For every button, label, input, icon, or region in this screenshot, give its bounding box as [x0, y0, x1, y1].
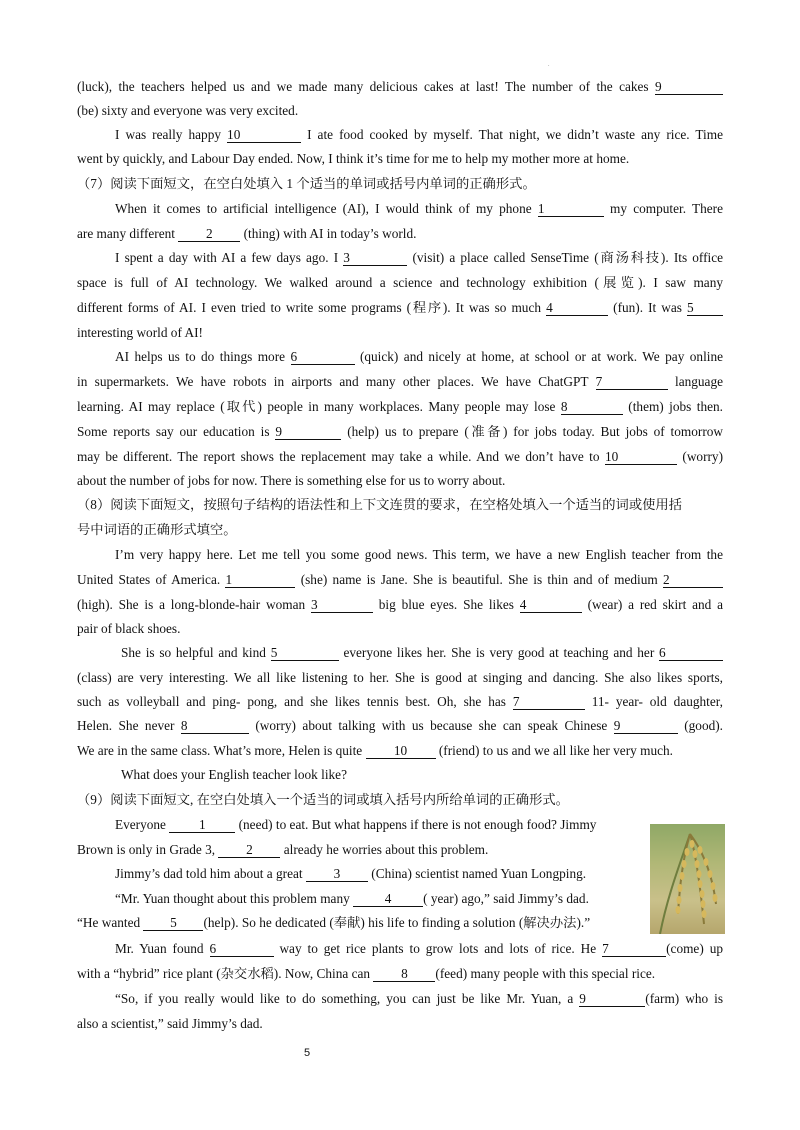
blank-s7-8[interactable]: 8 [561, 400, 623, 415]
blank-s7-7[interactable]: 7 [596, 375, 668, 390]
s6-line-3: I was really happy 10 I ate food cooked by myself. That night, we didn’t waste any rice. Time [115, 127, 723, 142]
blank-s9-3[interactable]: 3 [306, 867, 368, 882]
blank-s7-1[interactable]: 1 [538, 202, 604, 217]
blank-s9-4[interactable]: 4 [353, 892, 423, 907]
s9-line-4: “Mr. Yuan thought about this problem many 4 ( year) ago,” said Jimmy’s dad. [115, 891, 589, 906]
section-9-heading: （9）阅读下面短文, 在空白处填入一个适当的词或填入括号内所给单词的正确形式。 [77, 792, 569, 807]
blank-s7-10[interactable]: 10 [605, 450, 677, 465]
blank-s8-6[interactable]: 6 [659, 646, 723, 661]
s8-line-9: We are in the same class. What’s more, Helen is quite 10 (friend) to us and we all like her very much. [77, 743, 673, 758]
s8-line-1: I’m very happy here. Let me tell you some good news. This term, we have a new English teacher from the [115, 547, 723, 562]
blank-s7-5[interactable]: 5 [687, 301, 723, 316]
s7-line-11: may be different. The report shows the replacement may take a while. And we don’t have to 10 (worry) [77, 449, 724, 464]
blank-s9-6[interactable]: 6 [210, 942, 274, 957]
blank-s9-2[interactable]: 2 [218, 843, 280, 858]
blank-s8-5[interactable]: 5 [271, 646, 339, 661]
blank-s8-8[interactable]: 8 [181, 719, 249, 734]
s8-line-7: such as volleyball and ping- pong, and she likes tennis best. Oh, she has 7 11- year- old daughter, [77, 694, 723, 709]
s8-line-2: United States of America. 1 (she) name is Jane. She is beautiful. She is thin and of medium 2 [77, 572, 723, 588]
s6-line-2: (be) sixty and everyone was very excited. [77, 103, 299, 118]
s7-line-7: AI helps us to do things more 6 (quick) and nicely at home, at school or at work. We pay online [115, 349, 724, 364]
s9-line-6: Mr. Yuan found 6 way to get rice plants to grow lots and lots of rice. He 7 (come) up [115, 941, 723, 956]
s7-line-2: are many different 2 (thing) with AI in today’s world. [77, 226, 417, 241]
s6-line-1: (luck), the teachers helped us and we made many delicious cakes at last! The number of the cakes 9 [77, 79, 723, 95]
rice-plant-image [650, 824, 725, 934]
blank-s7-4[interactable]: 4 [546, 301, 608, 316]
section-8-heading-2: 号中词语的正确形式填空。 [77, 522, 237, 537]
s8-line-5: She is so helpful and kind 5 everyone likes her. She is very good at teaching and her 6 [121, 645, 723, 661]
s8-line-4: pair of black shoes. [77, 621, 181, 636]
s6-line-4: went by quickly, and Labour Day ended. Now, I think it’s time for me to help my mother more at home. [77, 151, 630, 166]
s8-line-3: (high). She is a long-blonde-hair woman 3 big blue eyes. She likes 4 (wear) a red skirt and a [77, 597, 724, 612]
blank-s8-1[interactable]: 1 [225, 573, 295, 588]
blank-s8-3[interactable]: 3 [311, 598, 373, 613]
page-number: 5 [304, 1047, 311, 1059]
s7-line-6: interesting world of AI! [77, 325, 203, 340]
s7-line-10: Some reports say our education is 9 (help) us to prepare (准备) for jobs today. But jobs of tomorrow [77, 424, 724, 439]
blank-s7-3[interactable]: 3 [343, 251, 407, 266]
blank-s7-2[interactable]: 2 [178, 227, 240, 242]
s9-line-1: Everyone 1 (need) to eat. But what happens if there is not enough food? Jimmy [115, 817, 597, 832]
s7-line-9: learning. AI may replace (取代) people in many workplaces. Many people may lose 8 (them) jobs then. [77, 399, 723, 414]
blank-s8-10[interactable]: 10 [366, 744, 436, 759]
blank-s9-7[interactable]: 7 [602, 942, 666, 957]
s9-line-8: “So, if you really would like to do something, you can just be like Mr. Yuan, a 9 (farm) who is [115, 991, 724, 1006]
s8-line-6: (class) are very interesting. We all like listening to her. She is good at singing and dancing. She also likes sports, [77, 670, 723, 685]
blank-s9-8[interactable]: 8 [373, 967, 435, 982]
blank-s6-10[interactable]: 10 [227, 128, 301, 143]
s9-line-9: also a scientist,” said Jimmy’s dad. [77, 1016, 263, 1031]
blank-s7-9[interactable]: 9 [275, 425, 341, 440]
blank-s8-4[interactable]: 4 [520, 598, 582, 613]
blank-s9-1[interactable]: 1 [169, 818, 235, 833]
section-7-heading: （7）阅读下面短文，在空白处填入 1 个适当的单词或括号内单词的正确形式。 [77, 176, 536, 191]
s7-line-3: I spent a day with AI a few days ago. I 3 (visit) a place called SenseTime (商汤科技). Its office [115, 250, 724, 265]
s7-line-5: different forms of AI. I even tried to write some programs (程序). It was so much 4 (fun). It was 5 [77, 300, 723, 316]
section-8-heading-1: （8）阅读下面短文，按照句子结构的语法性和上下文连贯的要求，在空格处填入一个适当的词或使用括 [77, 497, 683, 512]
s9-line-7: with a “hybrid” rice plant (杂交水稻). Now, China can 8 (feed) many people with this special rice. [77, 966, 656, 981]
s9-line-5: “He wanted 5 (help). So he dedicated (奉献) his life to finding a solution (解决办法).” [77, 915, 591, 930]
blank-s7-6[interactable]: 6 [291, 350, 355, 365]
blank-s8-9[interactable]: 9 [614, 719, 678, 734]
s8-line-8: Helen. She never 8 (worry) about talking with us because she can speak Chinese 9 (good). [77, 718, 723, 733]
rice-plant-illustration [650, 824, 725, 934]
s9-line-3: Jimmy’s dad told him about a great 3 (China) scientist named Yuan Longping. [115, 866, 587, 881]
blank-s8-2[interactable]: 2 [663, 573, 723, 588]
blank-s9-5[interactable]: 5 [143, 916, 203, 931]
s7-line-12: about the number of jobs for now. There is something else for us to worry about. [77, 473, 506, 488]
page-mark: . [548, 62, 550, 68]
blank-s9-9[interactable]: 9 [579, 992, 645, 1007]
s8-line-10: What does your English teacher look like? [121, 767, 347, 782]
s7-line-8: in supermarkets. We have robots in airports and many other places. We have ChatGPT 7 language [77, 374, 723, 389]
s9-line-2: Brown is only in Grade 3, 2 already he worries about this problem. [77, 842, 489, 857]
blank-s8-7[interactable]: 7 [513, 695, 585, 710]
s7-line-1: When it comes to artificial intelligence (AI), I would think of my phone 1 my computer. There [115, 201, 723, 216]
s7-line-4: space is full of AI technology. We walked around a science and technology exhibition (展览). I saw many [77, 275, 723, 290]
blank-s6-9[interactable]: 9 [655, 80, 723, 95]
